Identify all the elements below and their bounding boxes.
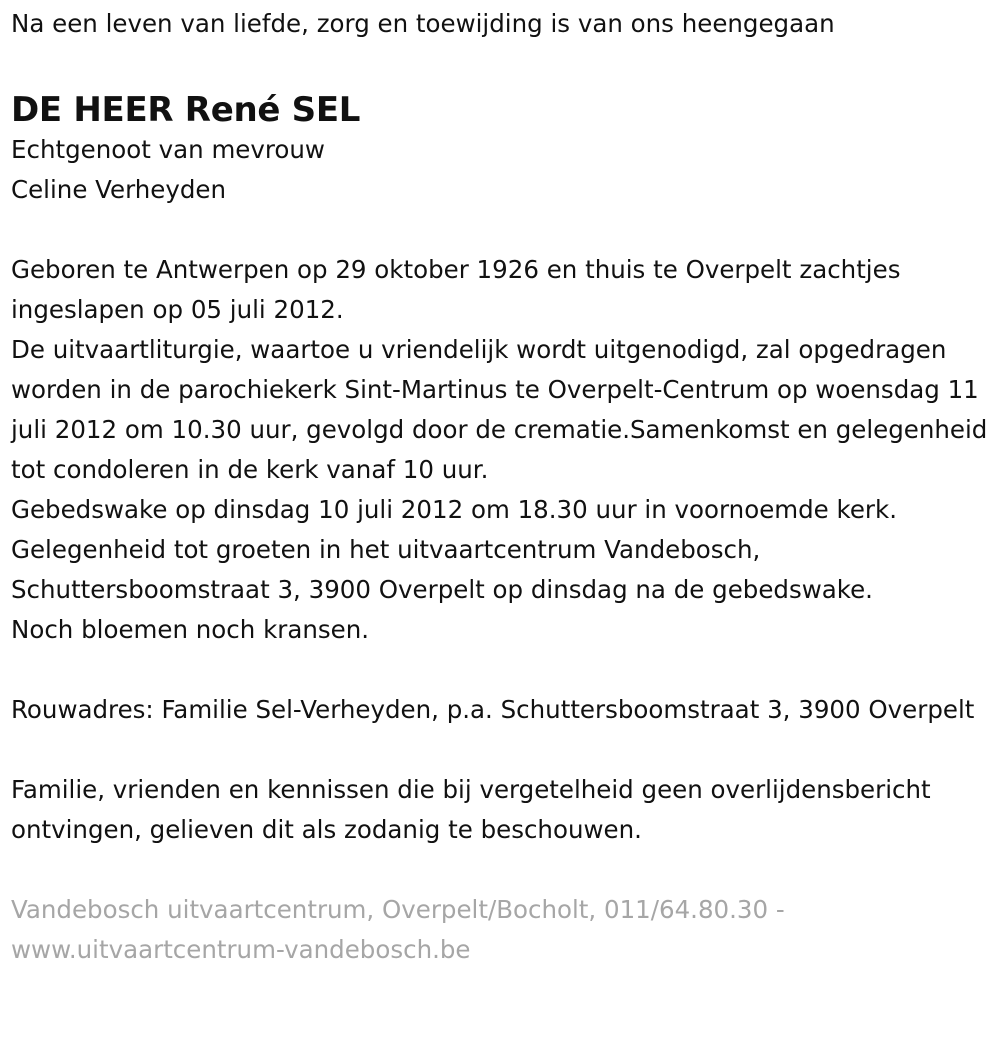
closing-text: Familie, vrienden en kennissen die bij vergetelheid geen overlijdensbericht ontvingen, gelieven dit als zodanig te beschouwen. bbox=[11, 775, 931, 844]
spouse-block bbox=[11, 130, 996, 210]
flowers-text: Noch bloemen noch kransen. bbox=[11, 615, 370, 644]
mourning-address: Rouwadres: Familie Sel-Verheyden, p.a. Schuttersboomstraat 3, 3900 Overpelt bbox=[11, 695, 975, 724]
deceased-name: DE HEER René SEL bbox=[11, 90, 361, 130]
intro-text: Na een leven van liefde, zorg en toewijding is van ons heengegaan bbox=[11, 9, 835, 38]
vigil-text: Gebedswake op dinsdag 10 juli 2012 om 18.30 uur in voornoemde kerk. bbox=[11, 495, 897, 524]
footer-website-link[interactable]: www.uitvaartcentrum-vandebosch.be bbox=[11, 935, 471, 964]
footer-line-1: Vandebosch uitvaartcentrum, Overpelt/Bocholt, 011/64.80.30 - bbox=[11, 895, 785, 924]
spouse-line-2: Celine Verheyden bbox=[11, 175, 227, 204]
spouse-line-1: Echtgenoot van mevrouw bbox=[11, 135, 325, 164]
visitation-text: Gelegenheid tot groeten in het uitvaartcentrum Vandebosch, Schuttersboomstraat 3, 3900 Overpelt op dinsdag na de gebedswake. bbox=[11, 535, 873, 604]
funeral-home-footer bbox=[11, 890, 996, 970]
death-notice bbox=[11, 0, 996, 970]
funeral-text: De uitvaartliturgie, waartoe u vriendelijk wordt uitgenodigd, zal opgedragen worden in de parochiekerk Sint-Martinus te Overpelt-Centrum op woensdag 11 juli 2012 om 10.30 uur, gevolgd door de crematie.Samenkomst en gelegenheid tot condoleren in de kerk vanaf 10 uur. bbox=[11, 335, 988, 484]
birth-death-text: Geboren te Antwerpen op 29 oktober 1926 en thuis te Overpelt zachtjes ingeslapen op 05 juli 2012. bbox=[11, 255, 901, 324]
